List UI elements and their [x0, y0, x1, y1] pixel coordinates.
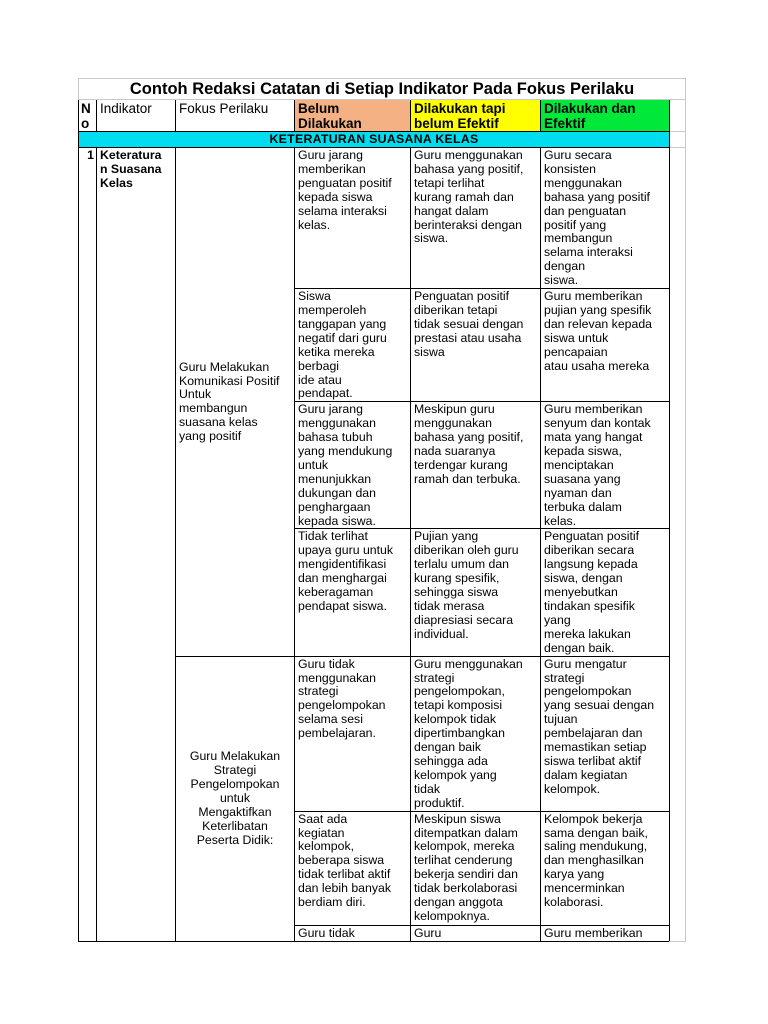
- efektif-cell: Guru memberikan senyum dan kontak mata yang hangat kepada siswa, menciptakan suasana yang nyaman dan terbuka dalam kelas.: [541, 402, 670, 529]
- header-indikator: Indikator: [97, 100, 176, 132]
- header-belum-dilakukan: Belum Dilakukan: [295, 100, 411, 132]
- tapi-cell: Pujian yang diberikan oleh guru terlalu umum dan kurang spesifik, sehingga siswa tidak merasa diapresiasi secara individual.: [411, 529, 541, 656]
- efektif-cell: Kelompok bekerja sama dengan baik, saling mendukung, dan menghasilkan karya yang mencerminkan kolaborasi.: [541, 811, 670, 925]
- table-row: [79, 148, 686, 289]
- efektif-cell: Penguatan positif diberikan secara langsung kepada siswa, dengan menyebutkan tindakan spesifik yang mereka lakukan dengan baik.: [541, 529, 670, 656]
- header-dilakukan-belum-efektif: Dilakukan tapi belum Efektif: [411, 100, 541, 132]
- indicator-table: [78, 78, 686, 942]
- header-dilakukan-efektif: Dilakukan dan Efektif: [541, 100, 670, 132]
- header-no: N o: [79, 100, 97, 132]
- tapi-cell: Guru menggunakan bahasa yang positif, tetapi terlihat kurang ramah dan hangat dalam berinteraksi dengan siswa.: [411, 148, 541, 289]
- belum-cell: Guru jarang menggunakan bahasa tubuh yang mendukung untuk menunjukkan dukungan dan penghargaan kepada siswa.: [295, 402, 411, 529]
- section-heading: KETERATURAN SUASANA KELAS: [79, 132, 670, 148]
- page-title: Contoh Redaksi Catatan di Setiap Indikator Pada Fokus Perilaku: [79, 79, 686, 100]
- table-margin-cell: [670, 148, 686, 942]
- belum-cell: Guru tidak: [295, 925, 411, 941]
- efektif-cell: Guru memberikan: [541, 925, 670, 941]
- efektif-cell: Guru memberikan pujian yang spesifik dan relevan kepada siswa untuk pencapaian atau usaha mereka: [541, 289, 670, 402]
- tapi-cell: Guru: [411, 925, 541, 941]
- table-margin-cell: [670, 132, 686, 148]
- fokus-perilaku-pengelompokan: Guru Melakukan Strategi Pengelompokan untuk Mengaktifkan Keterlibatan Peserta Didik:: [176, 656, 295, 941]
- belum-cell: Guru jarang memberikan penguatan positif kepada siswa selama interaksi kelas.: [295, 148, 411, 289]
- belum-cell: Siswa memperoleh tanggapan yang negatif dari guru ketika mereka berbagi ide atau pendapat.: [295, 289, 411, 402]
- tapi-cell: Guru menggunakan strategi pengelompokan, tetapi komposisi kelompok tidak dipertimbangkan dengan baik sehingga ada kelompok yang tidak produktif.: [411, 656, 541, 811]
- indicator-number: 1: [79, 148, 97, 942]
- fokus-perilaku-komunikasi: Guru Melakukan Komunikasi Positif Untuk membangun suasana kelas yang positif: [176, 148, 295, 657]
- belum-cell: Saat ada kegiatan kelompok, beberapa siswa tidak terlibat aktif dan lebih banyak berdiam diri.: [295, 811, 411, 925]
- tapi-cell: Penguatan positif diberikan tetapi tidak sesuai dengan prestasi atau usaha siswa: [411, 289, 541, 402]
- efektif-cell: Guru secara konsisten menggunakan bahasa yang positif dan penguatan positif yang membangun selama interaksi dengan siswa.: [541, 148, 670, 289]
- efektif-cell: Guru mengatur strategi pengelompokan yang sesuai dengan tujuan pembelajaran dan memastikan setiap siswa terlibat aktif dalam kegiatan kelompok.: [541, 656, 670, 811]
- table-margin-cell: [670, 100, 686, 132]
- header-fokus-perilaku: Fokus Perilaku: [176, 100, 295, 132]
- indicator-name: Keteratura n Suasana Kelas: [97, 148, 176, 942]
- tapi-cell: Meskipun guru menggunakan bahasa yang positif, nada suaranya terdengar kurang ramah dan terbuka.: [411, 402, 541, 529]
- document-sheet: [78, 78, 685, 942]
- belum-cell: Tidak terlihat upaya guru untuk mengidentifikasi dan menghargai keberagaman pendapat siswa.: [295, 529, 411, 656]
- tapi-cell: Meskipun siswa ditempatkan dalam kelompok, mereka terlihat cenderung bekerja sendiri dan tidak berkolaborasi dengan anggota kelompoknya.: [411, 811, 541, 925]
- belum-cell: Guru tidak menggunakan strategi pengelompokan selama sesi pembelajaran.: [295, 656, 411, 811]
